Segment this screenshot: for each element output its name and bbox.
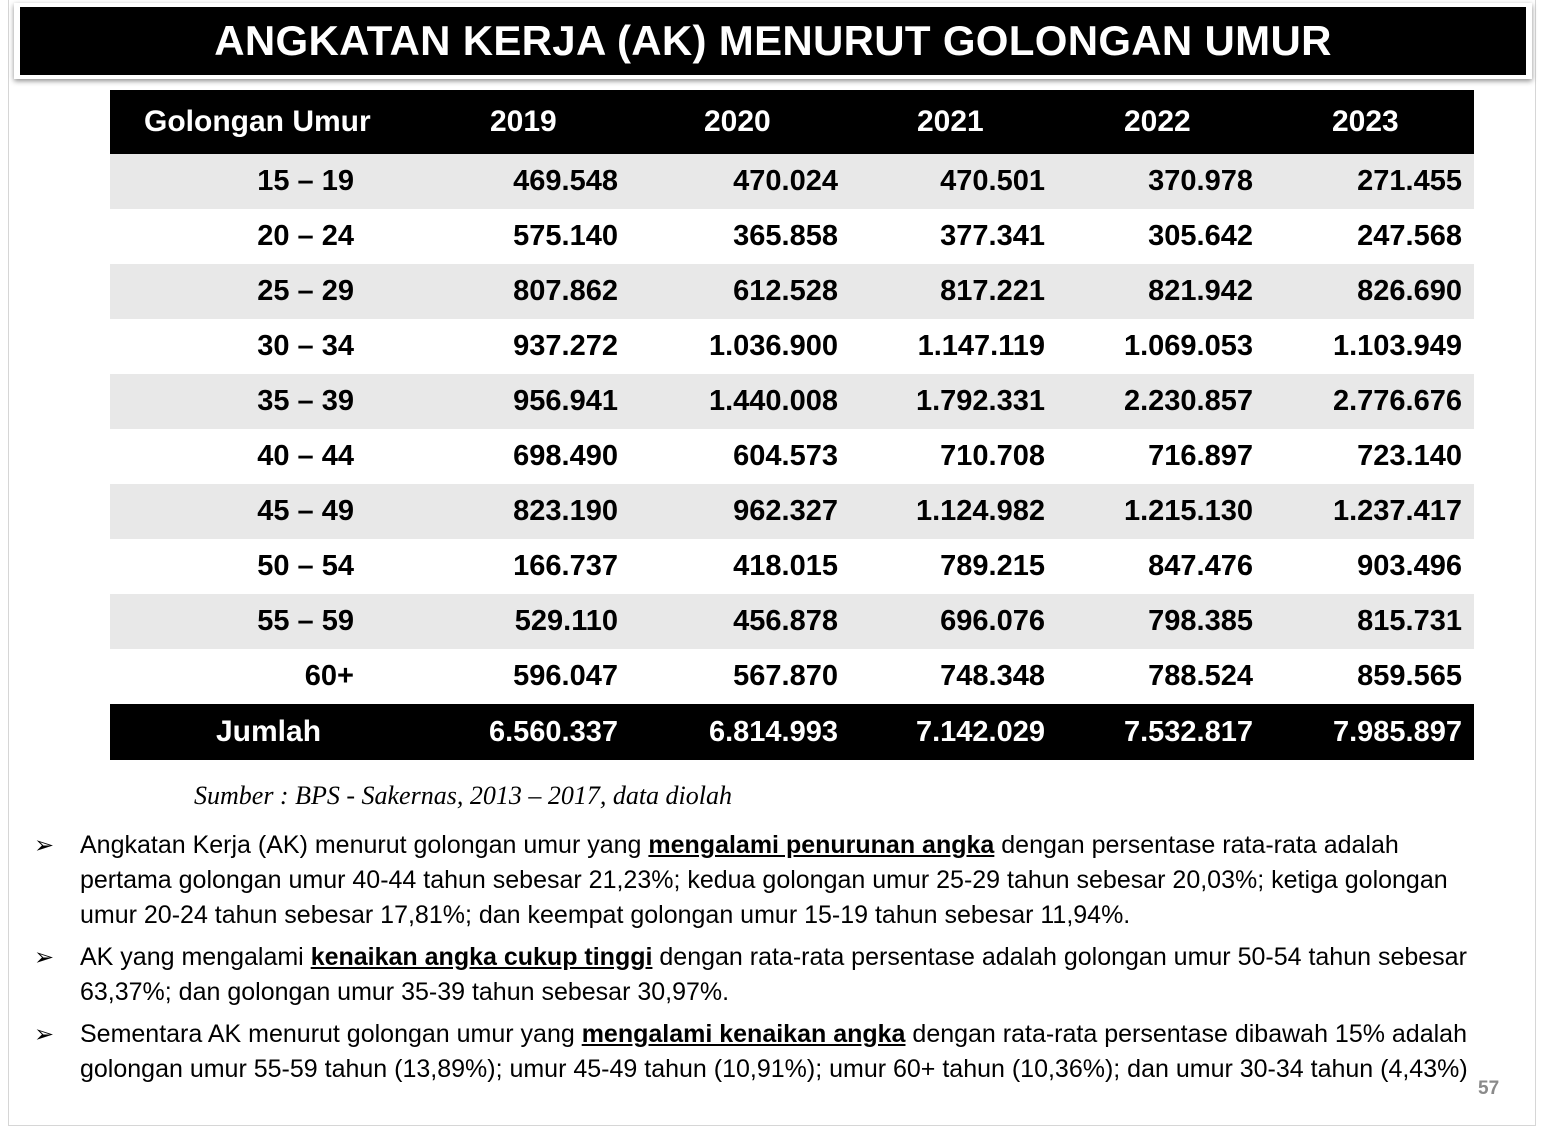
title-bar [14, 3, 1532, 79]
value-cell: 470.501 [940, 165, 1045, 197]
value-cell: 456.878 [733, 605, 838, 637]
age-group-cell: 35 – 39 [257, 385, 354, 417]
age-group-cell: 50 – 54 [257, 550, 354, 582]
value-cell: 788.524 [1148, 660, 1253, 692]
total-label: Jumlah [216, 715, 322, 748]
value-cell: 859.565 [1357, 660, 1462, 692]
age-group-cell: 20 – 24 [257, 220, 354, 252]
age-group-cell: 55 – 59 [257, 605, 354, 637]
age-group-cell: 45 – 49 [257, 495, 354, 527]
value-cell: 247.568 [1357, 220, 1462, 252]
value-cell: 748.348 [940, 660, 1045, 692]
table-row [110, 484, 1474, 539]
value-cell: 821.942 [1148, 275, 1253, 307]
value-cell: 1.147.119 [917, 330, 1045, 362]
bullet-text: AK yang mengalami [80, 943, 311, 971]
value-cell: 2.230.857 [1123, 385, 1253, 417]
value-cell: 826.690 [1357, 275, 1462, 307]
page-number: 57 [1478, 1078, 1500, 1099]
value-cell: 470.024 [733, 165, 838, 197]
value-cell: 807.862 [513, 275, 618, 307]
value-cell: 604.573 [733, 440, 838, 472]
header-year: 2019 [490, 105, 557, 138]
bullet-emphasis: mengalami penurunan angka [648, 831, 995, 859]
value-cell: 956.941 [513, 385, 618, 417]
value-cell: 937.272 [513, 330, 618, 362]
value-cell: 723.140 [1357, 440, 1462, 472]
bullet-text: Sementara AK menurut golongan umur yang [80, 1020, 582, 1048]
arrow-bullet-icon: ➢ [34, 1021, 55, 1048]
age-group-cell: 40 – 44 [257, 440, 354, 472]
bullet-item [34, 940, 1479, 1010]
bullet-item [34, 1017, 1479, 1087]
labor-force-table [110, 90, 1474, 760]
value-cell: 716.897 [1148, 440, 1253, 472]
header-age-group: Golongan Umur [144, 105, 371, 138]
arrow-bullet-icon: ➢ [34, 832, 55, 859]
total-value: 7.532.817 [1123, 715, 1253, 748]
value-cell: 817.221 [940, 275, 1045, 307]
total-value: 7.142.029 [915, 715, 1045, 748]
value-cell: 1.215.130 [1123, 495, 1253, 527]
value-cell: 377.341 [940, 220, 1045, 252]
total-value: 6.814.993 [708, 715, 838, 748]
table-row [110, 649, 1474, 704]
arrow-bullet-icon: ➢ [34, 944, 55, 971]
value-cell: 1.124.982 [915, 495, 1045, 527]
value-cell: 529.110 [514, 605, 618, 637]
value-cell: 1.792.331 [915, 385, 1045, 417]
table-row [110, 319, 1474, 374]
value-cell: 903.496 [1357, 550, 1462, 582]
value-cell: 823.190 [513, 495, 618, 527]
table-row [110, 154, 1474, 209]
value-cell: 418.015 [733, 550, 838, 582]
value-cell: 847.476 [1148, 550, 1253, 582]
value-cell: 2.776.676 [1332, 385, 1462, 417]
bullet-emphasis: kenaikan angka cukup tinggi [310, 943, 653, 971]
bullet-text: dengan persentase rata-rata adalah pertama golongan umur 40-44 tahun sebesar 21,23%; kedua golongan umur 25-29 tahun sebesar 20,03%; ketiga golongan umur 20-24 tahun sebesar 17,81%; dan keempat golongan umur 15-19 tahun sebesar 11,94%. [80, 831, 1448, 929]
bullet-list [34, 828, 1479, 1094]
value-cell: 798.385 [1148, 605, 1253, 637]
age-group-cell: 60+ [304, 660, 354, 692]
value-cell: 469.548 [513, 165, 618, 197]
bullet-text: Angkatan Kerja (AK) menurut golongan umur yang [80, 831, 649, 859]
bullet-text: dengan rata-rata persentase adalah golongan umur 50-54 tahun sebesar 63,37%; dan golongan umur 35-39 tahun sebesar 30,97%. [80, 943, 1467, 1006]
total-value: 6.560.337 [488, 715, 618, 748]
value-cell: 365.858 [733, 220, 838, 252]
value-cell: 815.731 [1357, 605, 1462, 637]
value-cell: 698.490 [513, 440, 618, 472]
table-row [110, 374, 1474, 429]
value-cell: 962.327 [733, 495, 838, 527]
source-note: Sumber : BPS - Sakernas, 2013 – 2017, data diolah [194, 781, 733, 810]
table-row [110, 594, 1474, 649]
table-row [110, 264, 1474, 319]
value-cell: 1.036.900 [708, 330, 838, 362]
value-cell: 1.237.417 [1332, 495, 1462, 527]
age-group-cell: 30 – 34 [257, 330, 354, 362]
value-cell: 789.215 [940, 550, 1045, 582]
header-year: 2023 [1332, 105, 1399, 138]
age-group-cell: 15 – 19 [257, 165, 354, 197]
table-row [110, 209, 1474, 264]
value-cell: 1.440.008 [708, 385, 838, 417]
bullet-text: dengan rata-rata persentase dibawah 15% adalah golongan umur 55-59 tahun (13,89%); umur 45-49 tahun (10,91%); umur 60+ tahun (10,36%); dan umur 30-34 tahun (4,43%) [80, 1020, 1468, 1083]
bullet-emphasis: mengalami kenaikan angka [581, 1020, 906, 1048]
value-cell: 612.528 [733, 275, 838, 307]
slide-title: ANGKATAN KERJA (AK) MENURUT GOLONGAN UMUR [20, 7, 1526, 75]
table-header-row [110, 90, 1474, 154]
value-cell: 1.103.949 [1332, 330, 1462, 362]
total-value: 7.985.897 [1332, 715, 1462, 748]
table-row [110, 429, 1474, 484]
value-cell: 305.642 [1148, 220, 1253, 252]
value-cell: 696.076 [940, 605, 1045, 637]
value-cell: 271.455 [1357, 165, 1462, 197]
value-cell: 166.737 [513, 550, 618, 582]
table-row [110, 539, 1474, 594]
value-cell: 567.870 [733, 660, 838, 692]
value-cell: 1.069.053 [1123, 330, 1253, 362]
value-cell: 596.047 [513, 660, 618, 692]
value-cell: 575.140 [513, 220, 618, 252]
value-cell: 370.978 [1148, 165, 1253, 197]
value-cell: 710.708 [940, 440, 1045, 472]
header-year: 2020 [704, 105, 771, 138]
header-year: 2021 [917, 105, 984, 138]
table-total-row [110, 704, 1474, 760]
header-year: 2022 [1124, 105, 1191, 138]
age-group-cell: 25 – 29 [257, 275, 354, 307]
bullet-item [34, 828, 1479, 933]
